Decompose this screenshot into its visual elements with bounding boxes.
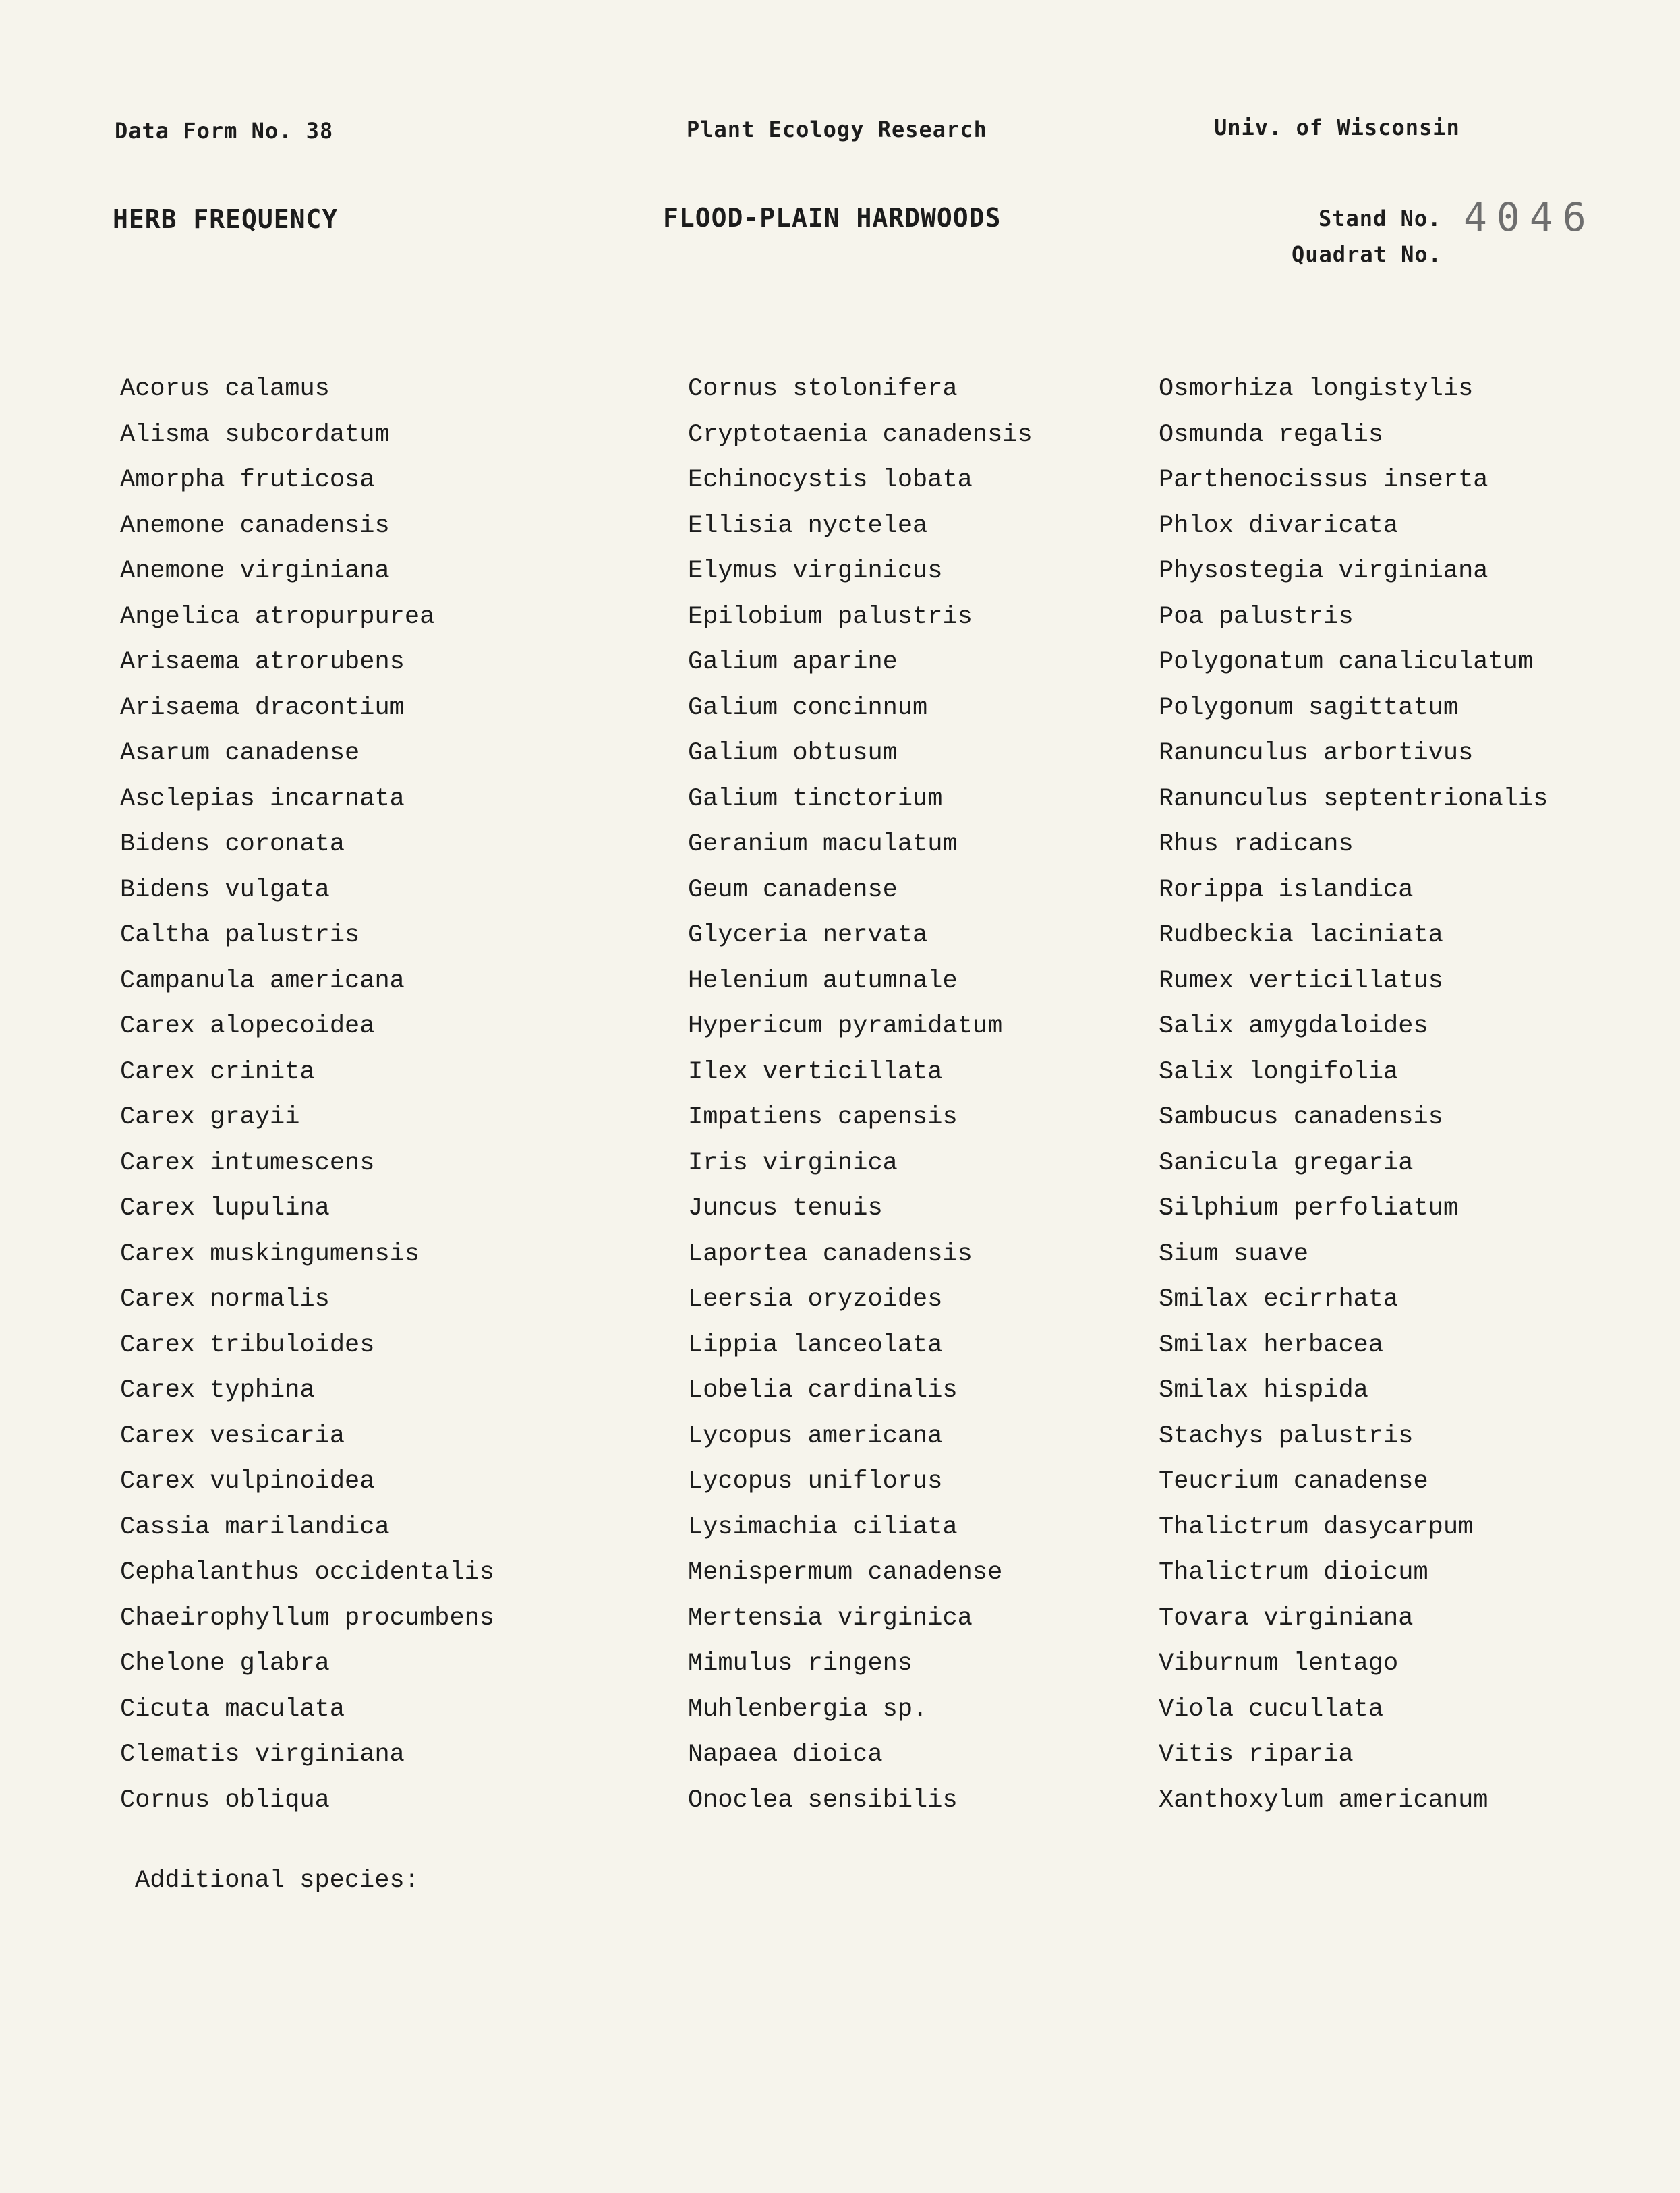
species-item: Clematis virginiana bbox=[120, 1741, 405, 1769]
species-item: Iris virginica bbox=[688, 1148, 898, 1177]
species-item: Mimulus ringens bbox=[688, 1649, 913, 1678]
species-item: Viburnum lentago bbox=[1159, 1649, 1399, 1678]
species-item: Ilex verticillata bbox=[688, 1057, 943, 1086]
species-item: Juncus tenuis bbox=[688, 1194, 883, 1223]
species-item: Alisma subcordatum bbox=[120, 420, 390, 449]
species-item: Napaea dioica bbox=[688, 1741, 883, 1769]
species-item: Chelone glabra bbox=[120, 1649, 330, 1678]
species-item: Carex vulpinoidea bbox=[120, 1467, 375, 1496]
stand-label: Stand No. bbox=[1319, 206, 1442, 231]
species-item: Anemone virginiana bbox=[120, 557, 390, 585]
form-title: HERB FREQUENCY bbox=[113, 204, 339, 234]
species-item: Helenium autumnale bbox=[688, 966, 958, 995]
species-item: Geranium maculatum bbox=[688, 830, 958, 858]
species-item: Ellisia nyctelea bbox=[688, 511, 928, 540]
species-item: Stachys palustris bbox=[1159, 1422, 1414, 1451]
species-item: Smilax hispida bbox=[1159, 1376, 1368, 1405]
species-item: Lobelia cardinalis bbox=[688, 1376, 958, 1405]
form-number: Data Form No. 38 bbox=[115, 118, 334, 144]
species-item: Rhus radicans bbox=[1159, 830, 1354, 858]
species-item: Salix amygdaloides bbox=[1159, 1012, 1428, 1041]
species-item: Asarum canadense bbox=[120, 739, 360, 767]
species-item: Galium tinctorium bbox=[688, 784, 943, 813]
species-item: Cephalanthus occidentalis bbox=[120, 1558, 495, 1587]
species-item: Polygonum sagittatum bbox=[1159, 693, 1459, 722]
species-item: Glyceria nervata bbox=[688, 921, 928, 949]
species-item: Lycopus americana bbox=[688, 1422, 943, 1451]
species-item: Osmorhiza longistylis bbox=[1159, 375, 1474, 403]
species-item: Campanula americana bbox=[120, 966, 405, 995]
species-item: Smilax herbacea bbox=[1159, 1331, 1384, 1359]
species-item: Cicuta maculata bbox=[120, 1695, 345, 1724]
species-item: Sambucus canadensis bbox=[1159, 1103, 1443, 1132]
community-type: FLOOD-PLAIN HARDWOODS bbox=[663, 203, 1002, 233]
species-item: Poa palustris bbox=[1159, 602, 1354, 631]
species-item: Cornus stolonifera bbox=[688, 375, 958, 403]
species-item: Impatiens capensis bbox=[688, 1103, 958, 1132]
species-item: Epilobium palustris bbox=[688, 602, 973, 631]
species-item: Caltha palustris bbox=[120, 921, 360, 949]
species-item: Physostegia virginiana bbox=[1159, 557, 1488, 585]
species-item: Smilax ecirrhata bbox=[1159, 1285, 1399, 1314]
species-item: Phlox divaricata bbox=[1159, 511, 1399, 540]
species-item: Geum canadense bbox=[688, 875, 898, 904]
species-item: Cassia marilandica bbox=[120, 1513, 390, 1542]
species-item: Galium aparine bbox=[688, 648, 898, 676]
species-item: Xanthoxylum americanum bbox=[1159, 1786, 1488, 1815]
species-item: Parthenocissus inserta bbox=[1159, 466, 1488, 494]
species-item: Lycopus uniflorus bbox=[688, 1467, 943, 1496]
species-item: Arisaema atrorubens bbox=[120, 648, 405, 676]
organization: Plant Ecology Research bbox=[687, 117, 987, 142]
species-item: Laportea canadensis bbox=[688, 1239, 973, 1268]
species-item: Amorpha fruticosa bbox=[120, 466, 375, 494]
species-item: Ranunculus septentrionalis bbox=[1159, 784, 1548, 813]
species-item: Carex normalis bbox=[120, 1285, 330, 1314]
species-item: Osmunda regalis bbox=[1159, 420, 1384, 449]
species-item: Teucrium canadense bbox=[1159, 1467, 1428, 1496]
species-item: Carex grayii bbox=[120, 1103, 300, 1132]
species-item: Thalictrum dioicum bbox=[1159, 1558, 1428, 1587]
species-column-2 bbox=[688, 374, 1033, 1831]
species-item: Carex muskingumensis bbox=[120, 1239, 420, 1268]
species-item: Arisaema dracontium bbox=[120, 693, 405, 722]
species-item: Rumex verticillatus bbox=[1159, 966, 1443, 995]
species-item: Bidens vulgata bbox=[120, 875, 330, 904]
species-item: Asclepias incarnata bbox=[120, 784, 405, 813]
species-item: Elymus virginicus bbox=[688, 557, 943, 585]
species-item: Silphium perfoliatum bbox=[1159, 1194, 1459, 1223]
species-item: Vitis riparia bbox=[1159, 1741, 1354, 1769]
species-item: Onoclea sensibilis bbox=[688, 1786, 958, 1815]
species-item: Cornus obliqua bbox=[120, 1786, 330, 1815]
species-item: Muhlenbergia sp. bbox=[688, 1695, 928, 1724]
species-item: Mertensia virginica bbox=[688, 1604, 973, 1633]
species-item: Thalictrum dasycarpum bbox=[1159, 1513, 1474, 1542]
stand-number-stamp: 4046 bbox=[1464, 194, 1596, 240]
species-item: Menispermum canadense bbox=[688, 1558, 1003, 1587]
additional-species-label: Additional species: bbox=[135, 1867, 419, 1895]
species-item: Rudbeckia laciniata bbox=[1159, 921, 1443, 949]
species-column-1 bbox=[120, 374, 494, 1831]
species-item: Ranunculus arbortivus bbox=[1159, 739, 1474, 767]
species-item: Angelica atropurpurea bbox=[120, 602, 435, 631]
species-item: Carex tribuloides bbox=[120, 1331, 375, 1359]
species-item: Hypericum pyramidatum bbox=[688, 1012, 1003, 1041]
species-item: Acorus calamus bbox=[120, 375, 330, 403]
species-item: Chaeirophyllum procumbens bbox=[120, 1604, 495, 1633]
species-item: Carex typhina bbox=[120, 1376, 315, 1405]
species-item: Carex vesicaria bbox=[120, 1422, 345, 1451]
species-item: Cryptotaenia canadensis bbox=[688, 420, 1033, 449]
species-item: Carex alopecoidea bbox=[120, 1012, 375, 1041]
species-item: Polygonatum canaliculatum bbox=[1159, 648, 1534, 676]
species-item: Salix longifolia bbox=[1159, 1057, 1399, 1086]
species-item: Anemone canadensis bbox=[120, 511, 390, 540]
species-item: Galium obtusum bbox=[688, 739, 898, 767]
species-item: Tovara virginiana bbox=[1159, 1604, 1414, 1633]
species-item: Rorippa islandica bbox=[1159, 875, 1414, 904]
species-item: Lippia lanceolata bbox=[688, 1331, 943, 1359]
species-item: Echinocystis lobata bbox=[688, 466, 973, 494]
species-item: Carex intumescens bbox=[120, 1148, 375, 1177]
species-item: Sanicula gregaria bbox=[1159, 1148, 1414, 1177]
species-item: Galium concinnum bbox=[688, 693, 928, 722]
quadrat-label: Quadrat No. bbox=[1292, 241, 1442, 267]
university: Univ. of Wisconsin bbox=[1214, 115, 1460, 140]
species-item: Leersia oryzoides bbox=[688, 1285, 943, 1314]
species-item: Bidens coronata bbox=[120, 830, 345, 858]
species-item: Carex crinita bbox=[120, 1057, 315, 1086]
species-item: Carex lupulina bbox=[120, 1194, 330, 1223]
species-column-3 bbox=[1159, 374, 1548, 1831]
species-item: Sium suave bbox=[1159, 1239, 1309, 1268]
species-item: Viola cucullata bbox=[1159, 1695, 1384, 1724]
species-item: Lysimachia ciliata bbox=[688, 1513, 958, 1542]
